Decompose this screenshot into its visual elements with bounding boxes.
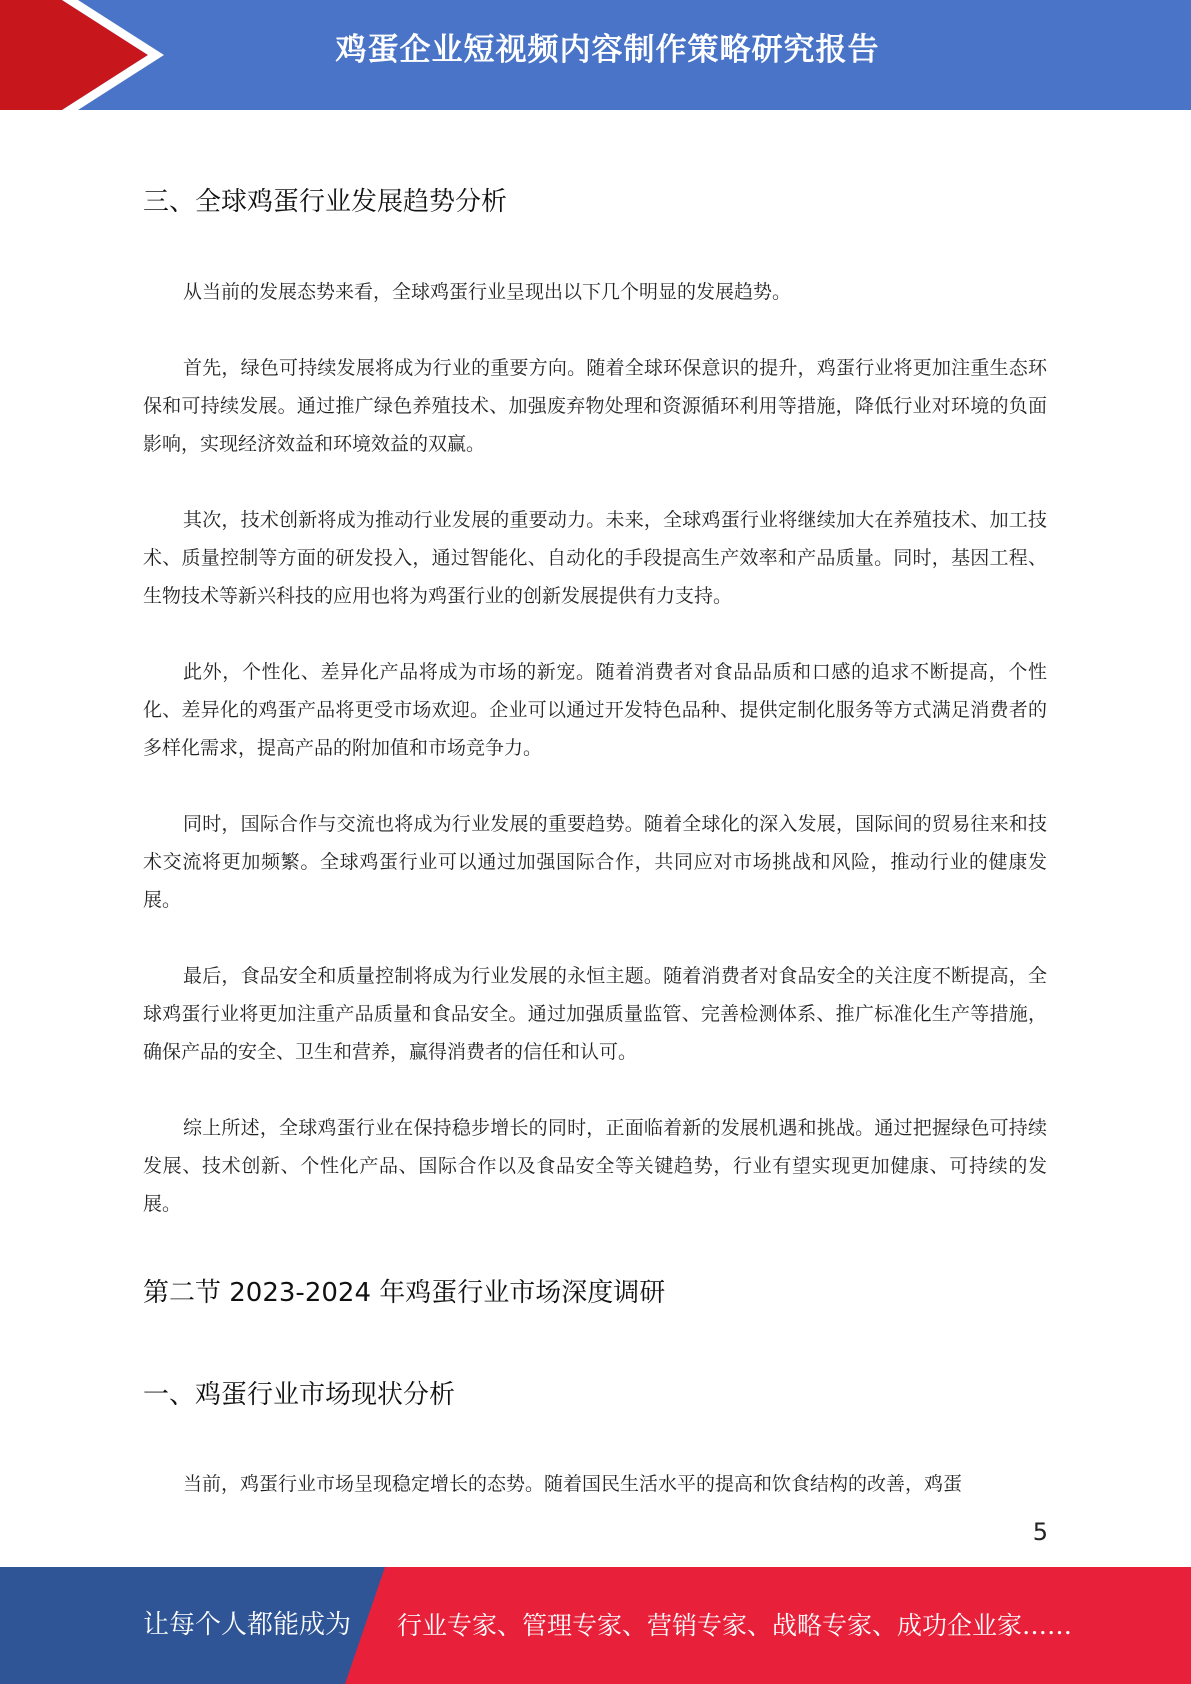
paragraph: 首先，绿色可持续发展将成为行业的重要方向。随着全球环保意识的提升，鸡蛋行业将更加注重生态环保和可持续发展。通过推广绿色养殖技术、加强废弃物处理和资源循环利用等措施，降低行业对环境的负面影响，实现经济效益和环境效益的双赢。 xyxy=(143,357,1047,455)
paragraph: 其次，技术创新将成为推动行业发展的重要动力。未来，全球鸡蛋行业将继续加大在养殖技术、加工技术、质量控制等方面的研发投入，通过智能化、自动化的手段提高生产效率和产品质量。同时，基因工程、生物技术等新兴科技的应用也将为鸡蛋行业的创新发展提供有力支持。 xyxy=(143,509,1047,607)
paragraph: 当前，鸡蛋行业市场呈现稳定增长的态势。随着国民生活水平的提高和饮食结构的改善，鸡蛋 xyxy=(183,1473,963,1495)
footer-slogan-left: 让每个人都能成为 xyxy=(143,1610,352,1640)
paragraph: 从当前的发展态势来看，全球鸡蛋行业呈现出以下几个明显的发展趋势。 xyxy=(183,281,792,303)
report-title: 鸡蛋企业短视频内容制作策略研究报告 xyxy=(335,32,880,68)
page-number: 5 xyxy=(1032,1518,1048,1546)
footer-slogan-right: 行业专家、管理专家、营销专家、战略专家、成功企业家…… xyxy=(397,1611,1073,1640)
paragraph: 综上所述，全球鸡蛋行业在保持稳步增长的同时，正面临着新的发展机遇和挑战。通过把握绿色可持续发展、技术创新、个性化产品、国际合作以及食品安全等关键趋势，行业有望实现更加健康、可持续的发展。 xyxy=(143,1117,1047,1215)
page-footer xyxy=(0,1567,1191,1684)
section-heading-market-status: 一、鸡蛋行业市场现状分析 xyxy=(143,1380,456,1410)
paragraph: 此外，个性化、差异化产品将成为市场的新宠。随着消费者对食品品质和口感的追求不断提高，个性化、差异化的鸡蛋产品将更受市场欢迎。企业可以通过开发特色品种、提供定制化服务等方式满足消费者的多样化需求，提高产品的附加值和市场竞争力。 xyxy=(143,661,1047,759)
page-header xyxy=(0,0,1191,110)
section-heading-market-research: 第二节 2023-2024 年鸡蛋行业市场深度调研 xyxy=(143,1278,666,1308)
paragraph: 最后，食品安全和质量控制将成为行业发展的永恒主题。随着消费者对食品安全的关注度不断提高，全球鸡蛋行业将更加注重产品质量和食品安全。通过加强质量监管、完善检测体系、推广标准化生产等措施，确保产品的安全、卫生和营养，赢得消费者的信任和认可。 xyxy=(143,965,1047,1063)
paragraph: 同时，国际合作与交流也将成为行业发展的重要趋势。随着全球化的深入发展，国际间的贸易往来和技术交流将更加频繁。全球鸡蛋行业可以通过加强国际合作，共同应对市场挑战和风险，推动行业的健康发展。 xyxy=(143,813,1047,911)
section-heading-global-trends: 三、全球鸡蛋行业发展趋势分析 xyxy=(143,187,508,217)
